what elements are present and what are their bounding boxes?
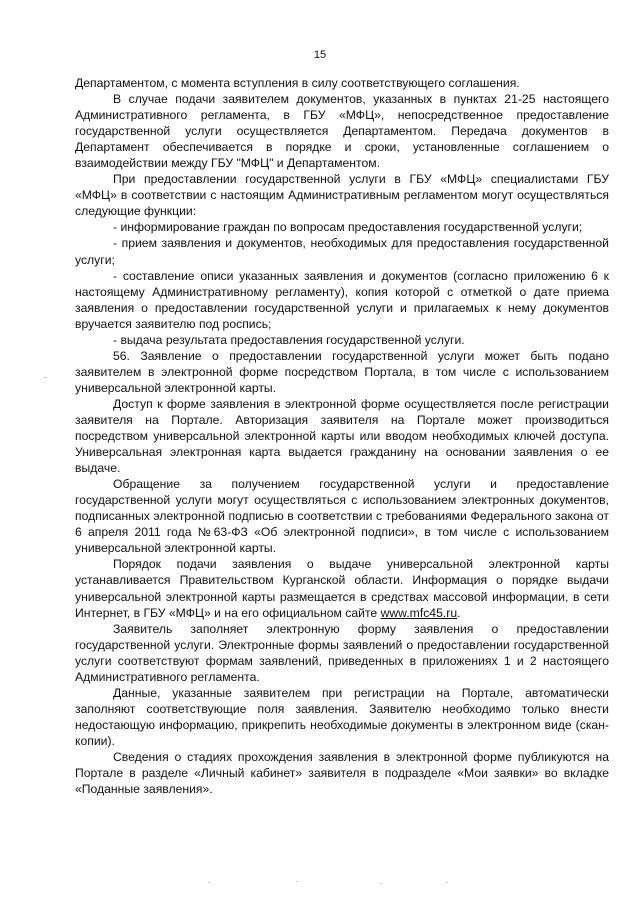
paragraph-item-56: 56. Заявление о предоставлении государственной услуги может быть подано заявителем в электронной форме посредством Портала, в том числе с использованием универсальной электронной карты.	[75, 348, 609, 395]
paragraph-mfc-functions-intro: При предоставлении государственной услуги в ГБУ «МФЦ» специалистами ГБУ «МФЦ» в соответствии с настоящим Административным регламентом могут осуществляться следующие функции:	[75, 172, 609, 219]
list-item-inventory: - составление описи указанных заявления и документов (согласно приложению 6 к настоящему Административному регламенту), копия которой с отметкой о дате приема заявления о предоставлении государственной услуги и прилагаемых к нему документов вручается заявителю под роспись;	[75, 268, 609, 331]
paragraph-card-procedure-text: Порядок подачи заявления о выдаче универсальной электронной карты устанавливается Правительством Курганской области. Информация о порядке выдачи универсальной электронной карты размещается в средствах массовой информации, в сети Интернет, в ГБУ «МФЦ» и на его официальном сайте	[75, 557, 609, 620]
scan-speck	[44, 377, 47, 378]
list-item-result-issue: - выдача результата предоставления государственной услуги.	[113, 332, 465, 347]
paragraph-auto-fill: Данные, указанные заявителем при регистрации на Портале, автоматически заполняют соответствующие поля заявления. Заявителю необходимо только внести недостающую информацию, прикрепить необходимые документы в электронном виде (скан-копии).	[75, 685, 609, 748]
list-item-informing: - информирование граждан по вопросам предоставления государственной услуги;	[113, 220, 583, 235]
document-body	[75, 75, 609, 797]
paragraph-status-tracking: Сведения о стадиях прохождения заявления в электронной форме публикуются на Портале в разделе «Личный кабинет» заявителя в подразделе «Мои заявки» во вкладке «Поданные заявления».	[75, 749, 609, 797]
mfc-website-link[interactable]: www.mfc45.ru	[380, 605, 458, 620]
paragraph-electronic-documents: Обращение за получением государственной услуги и предоставление государственной услуги могут осуществляться с использованием электронных документов, подписанных электронной подписью в соответствии с требованиями Федерального закона от 6 апреля 2011 года №63-ФЗ «Об электронной подписи», в том числе с использованием универсальной электронной карты.	[75, 477, 609, 556]
page-number: 15	[313, 49, 327, 61]
scan-specks	[200, 880, 460, 886]
paragraph-card-procedure-end: .	[457, 605, 461, 620]
paragraph-portal-access: Доступ к форме заявления в электронной форме осуществляется после регистрации заявителя на Портале. Авторизация заявителя на Портале может производиться посредством универсальной электронной карты или вводом необходимых ключей доступа. Универсальная электронная карта выдается гражданину на основании заявления о ее выдаче.	[75, 396, 609, 476]
paragraph-card-procedure	[75, 556, 609, 620]
paragraph-continuation: Департаментом, с момента вступления в силу соответствующего соглашения.	[75, 76, 520, 90]
paragraph-applicant-fills-form: Заявитель заполняет электронную форму заявления о предоставлении государственной услуги. Электронные формы заявлений о предоставлении государственной услуги соответствуют формам заявлений, приведенных в приложениях 1 и 2 настоящего Административного регламента.	[75, 621, 609, 684]
paragraph-mfc-submission: В случае подачи заявителем документов, указанных в пунктах 21-25 настоящего Административного регламента, в ГБУ «МФЦ», непосредственное предоставление государственной услуги осуществляется Департаментом. Передача документов в Департамент обеспечивается в порядке и сроки, установленные соглашением о взаимодействии между ГБУ "МФЦ" и Департаментом.	[75, 92, 609, 171]
list-item-reception: - прием заявления и документов, необходимых для предоставления государственной услуги;	[75, 236, 609, 267]
